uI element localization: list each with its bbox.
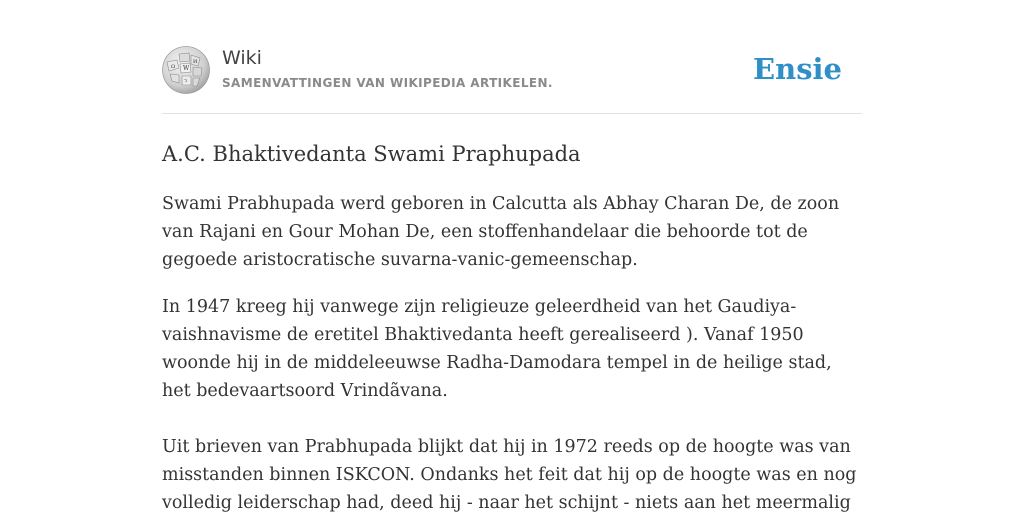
site-header (162, 0, 862, 114)
svg-text:ว: ว (184, 78, 187, 84)
article (162, 138, 862, 512)
svg-text:W: W (183, 65, 190, 72)
content-container (162, 0, 862, 512)
site-subtitle: SAMENVATTINGEN VAN WIKIPEDIA ARTIKELEN. (222, 76, 553, 90)
wikipedia-globe-icon[interactable] (162, 46, 210, 94)
site-title[interactable]: Wiki (222, 47, 262, 69)
article-paragraph: Swami Prabhupada werd geboren in Calcutta als Abhay Charan De, de zoon van Rajani en Gour Mohan De, een stoffenhandelaar die behoorde tot de gegoede aristocratische suvarna-vanic-gemeenschap. (162, 194, 840, 270)
svg-text:И: И (193, 59, 198, 65)
article-paragraph: In 1947 kreeg hij vanwege zijn religieuze geleerdheid van het Gaudiya-vaishnavisme de eretitel Bhaktivedanta heeft gerealiseerd ). Vanaf 1950 woonde hij in de middeleeuwse Radha-Damodara tempel in de heilige stad, het bedevaartsoord Vrindãvana. (162, 297, 832, 401)
article-paragraph: Uit brieven van Prabhupada blijkt dat hij in 1972 reeds op de hoogte was van misstanden binnen ISKCON. Ondanks het feit dat hij op de hoogte was en nog volledig leiderschap had, deed hij - naar het schijnt - niets aan het meermalig (162, 437, 857, 512)
svg-text:Ω: Ω (171, 64, 176, 70)
article-title: A.C. Bhaktivedanta Swami Praphupada (162, 142, 581, 166)
ensie-brand-link[interactable]: Ensie (753, 52, 842, 86)
